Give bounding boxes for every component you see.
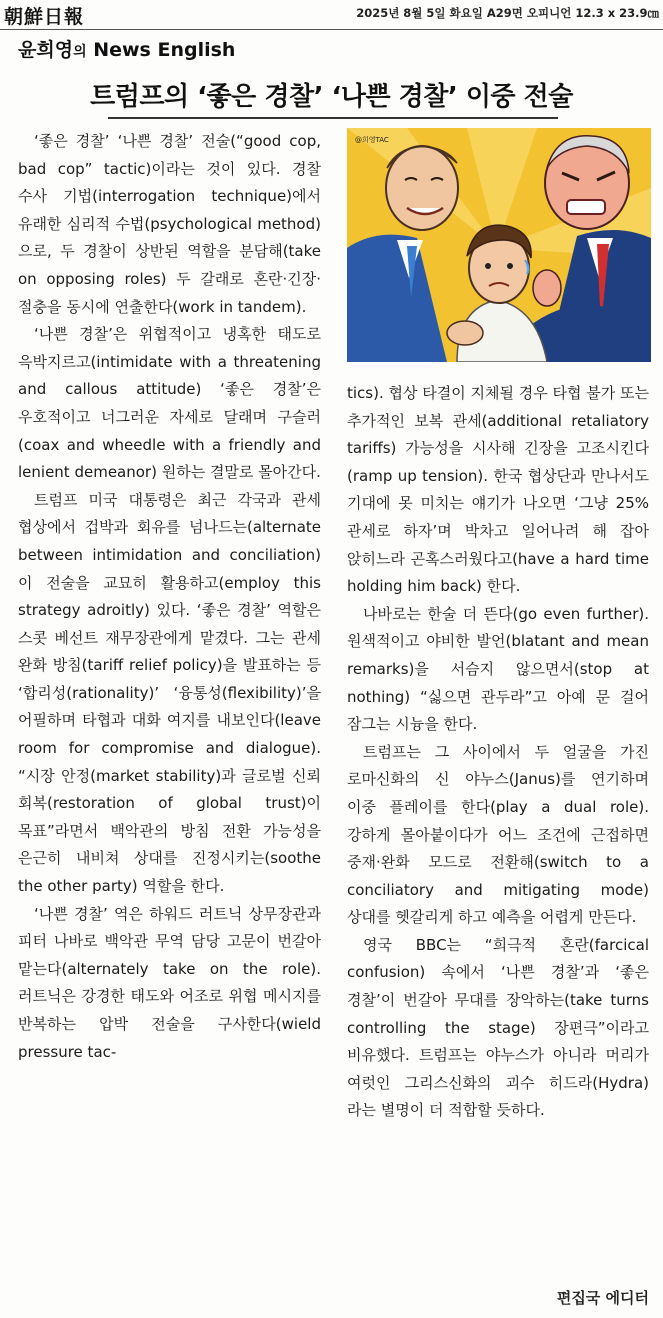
byline: 편집국 에디터 (556, 1289, 649, 1307)
article-column-left (18, 128, 321, 1066)
article-column-right (347, 380, 649, 1125)
newspaper-logo: 朝鮮日報 (4, 6, 85, 28)
column-name: News English (93, 39, 236, 61)
dateline: 2025년 8월 5일 화요일 A29면 오피니언 12.3 x 23.9㎝ (356, 6, 659, 20)
paragraph-4-continued: tics). 협상 타결이 지체될 경우 타협 불가 또는 추가적인 보복 관세(additional retaliatory tariffs) 가능성을 시사해 긴장을 고조시킨다(ramp up tension). 한국 협상단과 만나서도 기대에 못 미치는 얘기가 나오면 ‘그냥 25% 관세로 하자’며 박차고 일어나려 해 잡아 앉히느라 곤혹스러웠다고(have a hard time holding him back) 한다. (347, 384, 649, 596)
column-title (18, 35, 235, 62)
paragraph-7: 영국 BBC는 “희극적 혼란(farcical confusion) 속에서 ‘나쁜 경찰’과 ‘좋은 경찰’이 번갈아 무대를 장악하는(take turns controlling the stage) 장편극”이라고 비유했다. 트럼프는 야누스가 아니라 머리가 여럿인 그리스신화의 괴수 히드라(Hydra)라는 별명이 더 적합할 듯하다. (347, 935, 649, 1120)
paragraph-2: ‘나쁜 경찰’은 위협적이고 냉혹한 태도로 윽박지르고(intimidate with a threatening and callous attitude) ‘좋은 경찰’은 우호적이고 너그러운 자세로 달래며 구슬러(coax and wheedle with a friendly and lenient demeanor) 원하는 결말로 몰아간다. (18, 325, 321, 482)
masthead (0, 0, 663, 30)
headline-underline (108, 117, 558, 119)
masthead-divider (0, 29, 663, 30)
illustration-signature: @희영TAC (355, 136, 389, 144)
column-particle: 의 (73, 44, 87, 60)
cartoon-illustration (347, 128, 651, 362)
headline: 트럼프의 ‘좋은 경찰’ ‘나쁜 경찰’ 이중 전술 (90, 82, 573, 112)
paragraph-3: 트럼프 미국 대통령은 최근 각국과 관세 협상에서 겁박과 회유를 넘나드는(alternate between intimidation and conciliation) 이 전술을 교묘히 활용하고(employ this strategy adroitly) 있다. ‘좋은 경찰’ 역할은 스콧 베선트 재무장관에게 맡겼다. 그는 관세 완화 방침(tariff relief policy)을 발표하는 등 ‘합리성(rationality)’ ‘융통성(flexibility)’을 어필하며 타협과 대화 여지를 내보인다(leave room for compromise and dialogue). “시장 안정(market stability)과 글로벌 신뢰 회복(restoration of global trust)이 목표”라면서 백악관의 방침 전환 가능성을 은근히 내비쳐 상대를 진정시키는(soothe the other party) 역할을 한다. (18, 490, 321, 896)
paragraph-5: 나바로는 한술 더 뜬다(go even further). 원색적이고 야비한 발언(blatant and mean remarks)을 서슴지 않으면서(stop at nothing) “싫으면 관두라”고 아예 문 걸어 잠그는 시늉을 한다. (347, 604, 649, 734)
good-cop-bad-cop-cartoon (347, 128, 651, 362)
paragraph-6: 트럼프는 그 사이에서 두 얼굴을 가진 로마신화의 신 야누스(Janus)를 연기하며 이중 플레이를 한다(play a dual role). 강하게 몰아붙이다가 어느 조건에 근접하면 중재·완화 모드로 전환해(switch to a conciliatory and mitigating mode) 상대를 헷갈리게 하고 예측을 어렵게 만든다. (347, 742, 649, 927)
column-author: 윤희영 (18, 39, 74, 61)
paragraph-4: ‘나쁜 경찰’ 역은 하워드 러트닉 상무장관과 피터 나바로 백악관 무역 담당 고문이 번갈아 맡는다(alternately take on the role). 러트닉은 강경한 태도와 어조로 위협 메시지를 반복하는 압박 전술을 구사한다(wield pressure tac- (18, 904, 321, 1061)
paragraph-1: ‘좋은 경찰’ ‘나쁜 경찰’ 전술(“good cop, bad cop” tactic)이라는 것이 있다. 경찰 수사 기법(interrogation technique)에서 유래한 심리적 수법(psychological method)으로, 두 경찰이 상반된 역할을 분담해(take on opposing roles) 두 갈래로 혼란·긴장·절충을 동시에 연출한다(work in tandem). (18, 132, 321, 316)
